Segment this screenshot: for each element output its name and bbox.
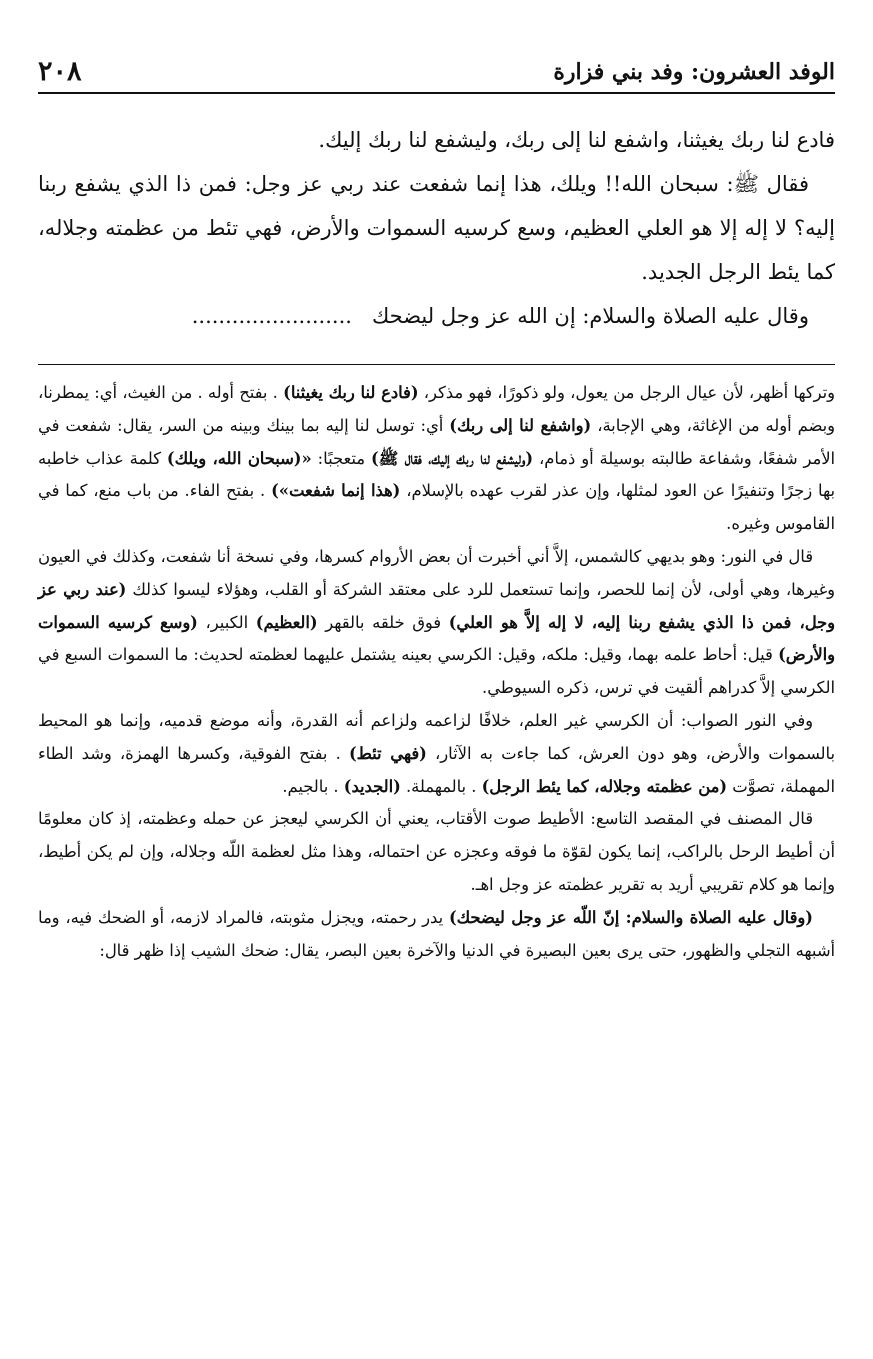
- main-paragraph-3-text: وقال عليه الصلاة والسلام: إن الله عز وجل ليضحك: [371, 304, 809, 328]
- main-paragraph-3: [38, 294, 835, 338]
- commentary-text: الكبير،: [197, 612, 256, 632]
- main-paragraph-2: فقال ﷺ: سبحان الله!! ويلك، هذا إنما شفعت عند ربي عز وجل: فمن ذا الذي يشفع ربنا إليه؟ لا إله إلا هو العلي العظيم، وسع كرسيه السموات والأرض، فهي تئط من عظمته وجلاله، كما يئط الرجل الجديد.: [38, 172, 835, 284]
- quoted-phrase: (وليشفع لنا ربك إليك، فقال ﷺ): [370, 448, 534, 468]
- commentary-text: أي: توسل لنا إليه بما بينك وبينه من السر، يقال: شفعت في الأمر شفعًا، وشفاعة طالبته بوسيلة أو ذمام،: [38, 415, 836, 468]
- main-text: [38, 118, 835, 338]
- commentary-text: قال في النور: وهو بديهي كالشمس، إلاَّ أني أخبرت أن بعض الأروام كسرها، وفي نسخة أنا شفعت، وكذلك في العيون وغيرها، وهي أولى، لأن إنما للحصر، وإنما تستعمل للرد على معتقد الشركة أو القلب، وهؤلاء ليسوا كذلك: [38, 546, 835, 599]
- quoted-phrase: (وقال عليه الصلاة والسلام: إنّ اللّه عز وجل ليضحك): [448, 907, 813, 927]
- running-title: الوفد العشرون: وفد بني فزارة: [553, 59, 835, 85]
- quoted-phrase: (الجديد): [343, 776, 401, 796]
- quoted-phrase: (فهي تئط): [348, 743, 427, 763]
- commentary-text: يدر رحمته، ويجزل مثوبته، فالمراد لازمه، أو الضحك فيه، وما أشبهه التجلي والظهور، حتى يرى بعين البصيرة في الدنيا والآخرة بعين البصر، يقال: ضحك الشيب إذا ظهر قال:: [38, 907, 835, 960]
- main-paragraph-1: فادع لنا ربك يغيثنا، واشفع لنا إلى ربك، وليشفع لنا ربك إليك.: [318, 128, 835, 152]
- commentary-text: كلمة عذاب خاطبه بها زجرًا وتنفيرًا عن العود لمثلها، وإن عذر لقرب عهده بالإسلام،: [38, 448, 835, 501]
- quoted-phrase: (فادع لنا ربك يغيثنا): [283, 383, 419, 402]
- page-header: [38, 44, 835, 94]
- commentary-text: وفي النور الصواب: أن الكرسي غير العلم، خلافًا لزاعمه ولزاعم أنه القدرة، وأنه موضع قدميه، وإنما هو المحيط بالسموات والأرض، وهو دون العرش، كما جاءت به الآثار،: [38, 710, 836, 763]
- commentary-text: . بفتح الفوقية، وكسرها الهمزة، وشد الطاء المهملة، تصوَّت: [38, 743, 835, 796]
- commentary-text: قيل: أحاط علمه بهما، وقيل: ملكه، وقيل: الكرسي بعينه يشتمل عليهما لعظمته لحديث: ما السموات السبع في الكرسي إلاَّ كدراهم ألقيت في ترس، ذكره السيوطي.: [38, 645, 835, 698]
- commentary-paragraph-4: قال المصنف في المقصد التاسع: الأطيط صوت الأقتاب، يعني أن الكرسي ليعجز عن حمله وعظمته، إذ كان معلومًا أن أطيط الرحل بالراكب، إنما يكون لقوّة ما فوقه وعجزه عن احتماله، وهذا مثل لعظمة اللّه وجلاله، وإن لم يكن أطيط، وإنما هو كلام تقريبي أريد به تقرير عظمته عز وجل اهـ.: [38, 809, 835, 894]
- quoted-phrase: «(سبحان الله، ويلك): [166, 448, 312, 468]
- commentary-paragraph-3: [38, 705, 835, 803]
- commentary-paragraph-2: [38, 541, 835, 705]
- commentary-text: . بالمهملة.: [400, 776, 482, 796]
- commentary-paragraph-5: [38, 902, 835, 968]
- ellipsis-dots: ........................: [191, 304, 352, 328]
- commentary-text: . بفتح أوله . من الغيث، أي: يمطرنا، وبضم أوله من الإغاثة، وهي الإجابة،: [38, 383, 835, 435]
- commentary-text: فوق خلقه بالقهر: [317, 612, 449, 632]
- quoted-phrase: (من عظمته وجلاله، كما يئط الرجل): [481, 776, 728, 796]
- commentary-text: متعجبًا:: [311, 448, 371, 468]
- quoted-phrase: (وسع كرسيه السموات والأرض): [38, 612, 835, 665]
- quoted-phrase: (العظيم): [255, 612, 318, 632]
- commentary-text: وتركها أظهر، لأن عيال الرجل من يعول، ولو ذكورًا، فهو مذكر،: [418, 383, 835, 402]
- commentary-paragraph-1: [38, 377, 835, 541]
- quoted-phrase: (واشفع لنا إلى ربك): [449, 415, 592, 435]
- commentary-text: . بالجيم.: [282, 776, 344, 796]
- quoted-phrase: (هذا إنما شفعت»): [271, 481, 401, 501]
- page-number: ٢٠٨: [38, 56, 82, 87]
- commentary: [38, 377, 835, 967]
- footnote-separator: [38, 364, 835, 365]
- quoted-phrase: (عند ربي عز وجل، فمن ذا الذي يشفع ربنا إليه، لا إله إلاَّ هو العلي): [38, 579, 835, 632]
- commentary-text: . بفتح الفاء. من باب منع، كما في القاموس وغيره.: [38, 481, 835, 534]
